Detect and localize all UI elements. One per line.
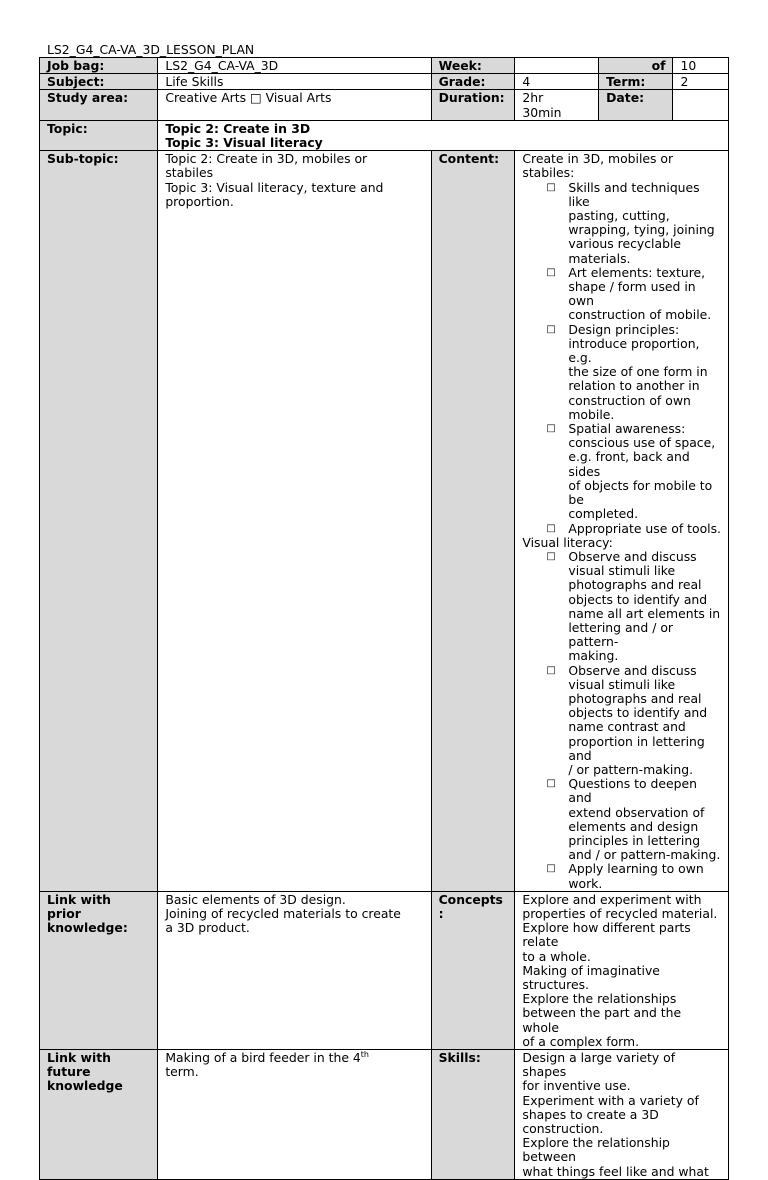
row-sub-topic <box>40 151 729 892</box>
duration-label: Duration: <box>431 90 515 120</box>
content-value <box>515 151 729 892</box>
future-knowledge-superscript: th <box>360 1049 370 1059</box>
skills-value: Design a large variety of shapes for inventive use. Experiment with a variety of shapes to create a 3D construction. Explore the relationship between what things feel like and what <box>515 1050 729 1180</box>
row-future-knowledge <box>40 1050 729 1180</box>
term-value: 2 <box>673 74 729 90</box>
list-item: □ Skills and techniques like pasting, cutting, wrapping, tying, joining various recyclable materials. <box>568 181 721 266</box>
grade-value: 4 <box>515 74 599 90</box>
job-bag-value: LS2_G4_CA-VA_3D <box>158 58 431 74</box>
of-value: 10 <box>673 58 729 74</box>
topic-value: Topic 2: Create in 3D Topic 3: Visual literacy <box>158 120 729 150</box>
content-label: Content: <box>431 151 515 892</box>
term-label: Term: <box>599 74 673 90</box>
future-knowledge-value <box>158 1050 431 1180</box>
date-label: Date: <box>599 90 673 120</box>
document-title: LS2_G4_CA-VA_3D_LESSON_PLAN <box>47 42 255 57</box>
list-item: □ Observe and discuss visual stimuli like photographs and real objects to identify and name all art elements in lettering and / or pattern- making. <box>568 550 721 664</box>
concepts-value: Explore and experiment with properties of recycled material. Explore how different parts relate to a whole. Making of imaginative structures. Explore the relationships between the part and the whole of a complex form. <box>515 891 729 1049</box>
skills-label: Skills: <box>431 1050 515 1180</box>
prior-knowledge-label: Link with prior knowledge: <box>40 891 158 1049</box>
list-item: □ Art elements: texture, shape / form used in own construction of mobile. <box>568 266 721 323</box>
sub-topic-label: Sub-topic: <box>40 151 158 892</box>
row-topic <box>40 120 729 150</box>
subject-label: Subject: <box>40 74 158 90</box>
list-item: □ Observe and discuss visual stimuli like photographs and real objects to identify and name contrast and proportion in lettering and / or pattern-making. <box>568 664 721 778</box>
content-list-create-3d <box>522 181 721 536</box>
content-list-visual-literacy <box>522 550 721 891</box>
study-area-value: Creative Arts □ Visual Arts <box>158 90 431 120</box>
row-subject <box>40 74 729 90</box>
date-value <box>673 90 729 120</box>
week-label: Week: <box>431 58 515 74</box>
list-item: □ Design principles: introduce proportion, e.g. the size of one form in relation to another in construction of own mobile. <box>568 323 721 422</box>
topic-label: Topic: <box>40 120 158 150</box>
list-item: □ Questions to deepen and extend observation of elements and design principles in lettering and / or pattern-making. <box>568 777 721 862</box>
subject-value: Life Skills <box>158 74 431 90</box>
of-label: of <box>599 58 673 74</box>
job-bag-label: Job bag: <box>40 58 158 74</box>
list-item: □ Spatial awareness: conscious use of space, e.g. front, back and sides of objects for mobile to be completed. <box>568 422 721 521</box>
list-item: □ Appropriate use of tools. <box>568 522 721 536</box>
grade-label: Grade: <box>431 74 515 90</box>
concepts-label: Concepts : <box>431 891 515 1049</box>
list-item: □ Apply learning to own work. <box>568 862 721 890</box>
future-knowledge-label: Link with future knowledge <box>40 1050 158 1180</box>
sub-topic-value: Topic 2: Create in 3D, mobiles or stabiles Topic 3: Visual literacy, texture and proportion. <box>158 151 431 892</box>
lesson-plan-table <box>39 57 729 1180</box>
row-study-area <box>40 90 729 120</box>
content-heading-visual-literacy: Visual literacy: <box>522 534 613 550</box>
future-knowledge-text: Making of a bird feeder in the 4 <box>165 1050 361 1066</box>
row-job-bag <box>40 58 729 74</box>
duration-value: 2hr 30min <box>515 90 599 120</box>
future-knowledge-text-end: term. <box>165 1064 199 1080</box>
study-area-label: Study area: <box>40 90 158 120</box>
week-value <box>515 58 599 74</box>
prior-knowledge-value: Basic elements of 3D design. Joining of recycled materials to create a 3D product. <box>158 891 431 1049</box>
row-prior-knowledge <box>40 891 729 1049</box>
content-heading-create-3d: Create in 3D, mobiles or stabiles: <box>522 151 674 181</box>
